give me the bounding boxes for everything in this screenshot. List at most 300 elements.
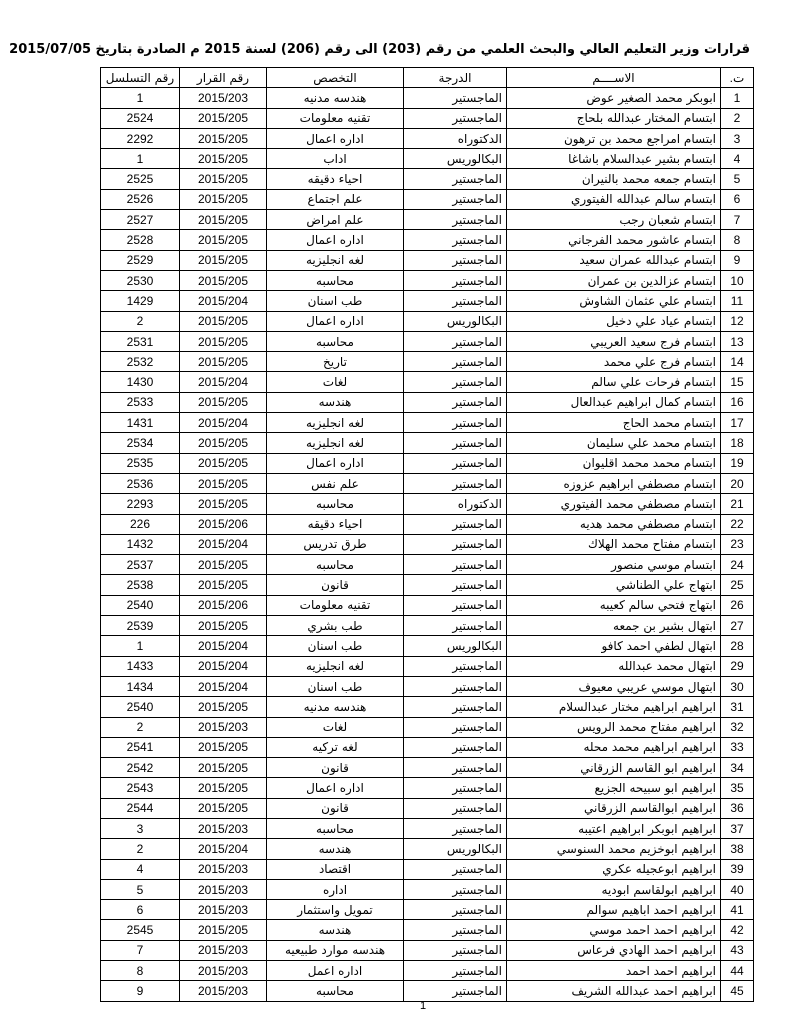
cell-specialization: محاسبه: [267, 270, 404, 290]
table-row: [101, 291, 754, 311]
table-row: [101, 372, 754, 392]
cell-specialization: علم اجتماع: [267, 189, 404, 209]
table-row: [101, 697, 754, 717]
cell-name: ابتسام عاشور محمد الفرجاني: [507, 230, 721, 250]
cell-degree: الماجستير: [404, 595, 507, 615]
cell-decision: 2015/205: [180, 311, 267, 331]
cell-serial: 4: [101, 859, 180, 879]
cell-serial: 2539: [101, 616, 180, 636]
table-row: [101, 961, 754, 981]
cell-degree: الماجستير: [404, 920, 507, 940]
cell-name: ابتسام مصطفي ابراهيم عزوزه: [507, 473, 721, 493]
cell-name: ابراهيم ابو القاسم الزرقاني: [507, 758, 721, 778]
cell-decision: 2015/203: [180, 940, 267, 960]
cell-specialization: قانون: [267, 575, 404, 595]
cell-specialization: اداره اعمال: [267, 453, 404, 473]
cell-decision: 2015/205: [180, 331, 267, 351]
cell-degree: الماجستير: [404, 616, 507, 636]
cell-decision: 2015/203: [180, 818, 267, 838]
cell-specialization: لغات: [267, 372, 404, 392]
cell-serial: 2543: [101, 778, 180, 798]
cell-degree: الماجستير: [404, 818, 507, 838]
table-row: [101, 717, 754, 737]
table-row: [101, 189, 754, 209]
table-row: [101, 920, 754, 940]
cell-name: ابراهيم ابو سبيحه الجزيع: [507, 778, 721, 798]
cell-serial: 2293: [101, 494, 180, 514]
cell-serial: 7: [101, 940, 180, 960]
cell-serial: 1429: [101, 291, 180, 311]
cell-seq: 19: [721, 453, 754, 473]
cell-decision: 2015/205: [180, 230, 267, 250]
cell-name: ابتسام امراجع محمد بن ترهون: [507, 128, 721, 148]
cell-seq: 17: [721, 413, 754, 433]
table-row: [101, 169, 754, 189]
cell-degree: الماجستير: [404, 88, 507, 108]
cell-decision: 2015/206: [180, 595, 267, 615]
table-row: [101, 676, 754, 696]
cell-decision: 2015/205: [180, 149, 267, 169]
cell-decision: 2015/204: [180, 656, 267, 676]
cell-seq: 24: [721, 555, 754, 575]
cell-decision: 2015/205: [180, 920, 267, 940]
cell-specialization: اداره اعمل: [267, 961, 404, 981]
table-header-row: [101, 68, 754, 88]
cell-decision: 2015/205: [180, 798, 267, 818]
cell-serial: 1433: [101, 656, 180, 676]
table-row: [101, 413, 754, 433]
cell-seq: 23: [721, 534, 754, 554]
table-row: [101, 555, 754, 575]
cell-decision: 2015/205: [180, 494, 267, 514]
table-row: [101, 798, 754, 818]
document-title: قرارات وزير التعليم العالي والبحث العلمي من رقم (203) الى رقم (206) لسنة 2015 م الصادرة بتاريخ 2015/07/05: [9, 42, 750, 57]
cell-decision: 2015/203: [180, 859, 267, 879]
cell-serial: 1431: [101, 413, 180, 433]
cell-degree: الماجستير: [404, 372, 507, 392]
cell-seq: 37: [721, 818, 754, 838]
cell-degree: البكالوريس: [404, 149, 507, 169]
cell-name: ابتهاج فتحي سالم كعيبه: [507, 595, 721, 615]
cell-name: ابراهيم احمد احمد: [507, 961, 721, 981]
cell-degree: الماجستير: [404, 900, 507, 920]
cell-name: ابراهيم ابولقاسم ابوديه: [507, 879, 721, 899]
cell-serial: 2542: [101, 758, 180, 778]
cell-seq: 11: [721, 291, 754, 311]
cell-serial: 1430: [101, 372, 180, 392]
cell-name: ابتسام كمال ابراهيم عبدالعال: [507, 392, 721, 412]
cell-decision: 2015/205: [180, 169, 267, 189]
cell-name: ابتسام مصطفي محمد هديه: [507, 514, 721, 534]
cell-specialization: طب اسنان: [267, 291, 404, 311]
table-row: [101, 108, 754, 128]
cell-name: ابتسام محمد محمد اقليوان: [507, 453, 721, 473]
cell-serial: 2544: [101, 798, 180, 818]
cell-decision: 2015/203: [180, 717, 267, 737]
cell-degree: الماجستير: [404, 169, 507, 189]
cell-name: ابتسام موسي منصور: [507, 555, 721, 575]
table-row: [101, 737, 754, 757]
cell-seq: 35: [721, 778, 754, 798]
cell-seq: 16: [721, 392, 754, 412]
cell-serial: 2536: [101, 473, 180, 493]
cell-name: ابتهال محمد عبدالله: [507, 656, 721, 676]
cell-specialization: اداره اعمال: [267, 128, 404, 148]
cell-decision: 2015/204: [180, 291, 267, 311]
cell-serial: 2540: [101, 595, 180, 615]
cell-name: ابراهيم ابراهيم محمد محله: [507, 737, 721, 757]
cell-serial: 2: [101, 717, 180, 737]
cell-degree: الماجستير: [404, 433, 507, 453]
cell-serial: 2529: [101, 250, 180, 270]
page-number: 1: [420, 1000, 427, 1012]
cell-specialization: طب اسنان: [267, 676, 404, 696]
cell-specialization: هندسه موارد طبيعيه: [267, 940, 404, 960]
cell-name: ابراهيم ابراهيم مختار عبدالسلام: [507, 697, 721, 717]
cell-name: ابتسام فرج علي محمد: [507, 352, 721, 372]
cell-serial: 2: [101, 311, 180, 331]
cell-seq: 34: [721, 758, 754, 778]
cell-decision: 2015/204: [180, 534, 267, 554]
cell-decision: 2015/203: [180, 981, 267, 1001]
cell-degree: الدكتوراه: [404, 128, 507, 148]
cell-seq: 20: [721, 473, 754, 493]
cell-serial: 9: [101, 981, 180, 1001]
cell-specialization: محاسبه: [267, 818, 404, 838]
cell-name: ابتسام محمد علي سليمان: [507, 433, 721, 453]
cell-name: ابراهيم مفتاح محمد الرويس: [507, 717, 721, 737]
cell-seq: 21: [721, 494, 754, 514]
cell-specialization: لغه تركيه: [267, 737, 404, 757]
cell-serial: 2525: [101, 169, 180, 189]
cell-specialization: طب اسنان: [267, 636, 404, 656]
cell-serial: 5: [101, 879, 180, 899]
cell-degree: الماجستير: [404, 413, 507, 433]
header-specialization: التخصص: [267, 68, 404, 88]
cell-seq: 12: [721, 311, 754, 331]
table-row: [101, 879, 754, 899]
cell-degree: الماجستير: [404, 859, 507, 879]
cell-degree: الماجستير: [404, 291, 507, 311]
cell-decision: 2015/205: [180, 433, 267, 453]
cell-degree: الماجستير: [404, 879, 507, 899]
cell-seq: 8: [721, 230, 754, 250]
cell-serial: 2538: [101, 575, 180, 595]
cell-serial: 2535: [101, 453, 180, 473]
cell-seq: 3: [721, 128, 754, 148]
cell-specialization: لغات: [267, 717, 404, 737]
cell-seq: 22: [721, 514, 754, 534]
cell-decision: 2015/204: [180, 636, 267, 656]
cell-decision: 2015/203: [180, 88, 267, 108]
cell-name: ابراهيم احمد اباهيم سوالم: [507, 900, 721, 920]
cell-specialization: هندسه مدنيه: [267, 697, 404, 717]
cell-seq: 32: [721, 717, 754, 737]
cell-degree: الماجستير: [404, 473, 507, 493]
table-row: [101, 331, 754, 351]
cell-decision: 2015/205: [180, 778, 267, 798]
cell-degree: الماجستير: [404, 961, 507, 981]
cell-specialization: طرق تدريس: [267, 534, 404, 554]
cell-decision: 2015/205: [180, 210, 267, 230]
cell-seq: 41: [721, 900, 754, 920]
cell-seq: 6: [721, 189, 754, 209]
cell-specialization: اداره اعمال: [267, 311, 404, 331]
cell-decision: 2015/204: [180, 413, 267, 433]
cell-decision: 2015/203: [180, 900, 267, 920]
cell-decision: 2015/203: [180, 961, 267, 981]
cell-name: ابتسام شعبان رجب: [507, 210, 721, 230]
cell-specialization: علم امراض: [267, 210, 404, 230]
cell-specialization: هندسه: [267, 392, 404, 412]
cell-name: ابتهال بشير بن جمعه: [507, 616, 721, 636]
cell-decision: 2015/205: [180, 250, 267, 270]
table-row: [101, 210, 754, 230]
cell-decision: 2015/205: [180, 737, 267, 757]
cell-seq: 39: [721, 859, 754, 879]
table-row: [101, 818, 754, 838]
cell-serial: 2533: [101, 392, 180, 412]
cell-seq: 5: [721, 169, 754, 189]
cell-decision: 2015/206: [180, 514, 267, 534]
cell-name: ابتهاج علي الطناشي: [507, 575, 721, 595]
cell-seq: 2: [721, 108, 754, 128]
table-row: [101, 859, 754, 879]
table-row: [101, 616, 754, 636]
cell-degree: الماجستير: [404, 352, 507, 372]
cell-degree: الماجستير: [404, 717, 507, 737]
header-seq: ت.: [721, 68, 754, 88]
cell-specialization: محاسبه: [267, 494, 404, 514]
cell-seq: 25: [721, 575, 754, 595]
cell-decision: 2015/205: [180, 473, 267, 493]
table-row: [101, 636, 754, 656]
table-row: [101, 149, 754, 169]
cell-seq: 1: [721, 88, 754, 108]
table-row: [101, 778, 754, 798]
cell-specialization: لغه انجليزيه: [267, 413, 404, 433]
cell-seq: 14: [721, 352, 754, 372]
table-row: [101, 595, 754, 615]
cell-name: ابراهيم ابوعجيله عكري: [507, 859, 721, 879]
table-row: [101, 940, 754, 960]
cell-decision: 2015/205: [180, 128, 267, 148]
table-row: [101, 453, 754, 473]
cell-name: ابتهال موسي عريبي معيوف: [507, 676, 721, 696]
table-row: [101, 128, 754, 148]
cell-specialization: احياء دقيقه: [267, 514, 404, 534]
header-degree: الدرجة: [404, 68, 507, 88]
cell-degree: الماجستير: [404, 737, 507, 757]
cell-seq: 27: [721, 616, 754, 636]
cell-degree: الماجستير: [404, 676, 507, 696]
cell-name: ابراهيم ابوالقاسم الزرقاني: [507, 798, 721, 818]
cell-degree: الدكتوراه: [404, 494, 507, 514]
cell-serial: 2531: [101, 331, 180, 351]
cell-seq: 10: [721, 270, 754, 290]
cell-specialization: علم نفس: [267, 473, 404, 493]
cell-decision: 2015/205: [180, 392, 267, 412]
table-row: [101, 473, 754, 493]
cell-seq: 31: [721, 697, 754, 717]
cell-specialization: اداب: [267, 149, 404, 169]
cell-serial: 1: [101, 88, 180, 108]
cell-serial: 2530: [101, 270, 180, 290]
cell-name: ابتسام محمد الحاج: [507, 413, 721, 433]
table-row: [101, 981, 754, 1001]
cell-decision: 2015/205: [180, 616, 267, 636]
cell-specialization: احياء دقيقه: [267, 169, 404, 189]
cell-degree: الماجستير: [404, 230, 507, 250]
cell-serial: 2527: [101, 210, 180, 230]
cell-serial: 1432: [101, 534, 180, 554]
cell-serial: 2545: [101, 920, 180, 940]
header-name: الاســــم: [507, 68, 721, 88]
cell-decision: 2015/204: [180, 676, 267, 696]
cell-degree: الماجستير: [404, 575, 507, 595]
cell-decision: 2015/204: [180, 839, 267, 859]
cell-seq: 29: [721, 656, 754, 676]
cell-seq: 4: [721, 149, 754, 169]
cell-degree: الماجستير: [404, 392, 507, 412]
cell-decision: 2015/205: [180, 697, 267, 717]
cell-specialization: هندسه: [267, 839, 404, 859]
cell-name: ابتسام عياد علي دخيل: [507, 311, 721, 331]
cell-name: ابتسام سالم عبدالله الفيتوري: [507, 189, 721, 209]
cell-seq: 43: [721, 940, 754, 960]
cell-serial: 2534: [101, 433, 180, 453]
records-table: [100, 67, 754, 1002]
cell-specialization: طب بشري: [267, 616, 404, 636]
cell-seq: 33: [721, 737, 754, 757]
table-row: [101, 900, 754, 920]
cell-decision: 2015/205: [180, 453, 267, 473]
cell-degree: الماجستير: [404, 210, 507, 230]
cell-seq: 13: [721, 331, 754, 351]
cell-degree: الماجستير: [404, 940, 507, 960]
cell-serial: 1: [101, 149, 180, 169]
cell-serial: 2532: [101, 352, 180, 372]
cell-serial: 2541: [101, 737, 180, 757]
table-row: [101, 311, 754, 331]
cell-degree: البكالوريس: [404, 839, 507, 859]
cell-name: ابتسام عزالدين بن عمران: [507, 270, 721, 290]
table-row: [101, 433, 754, 453]
cell-degree: الماجستير: [404, 758, 507, 778]
cell-name: ابوبكر محمد الصغير عوض: [507, 88, 721, 108]
cell-seq: 36: [721, 798, 754, 818]
cell-specialization: لغه انجليزيه: [267, 656, 404, 676]
cell-degree: الماجستير: [404, 656, 507, 676]
cell-decision: 2015/205: [180, 758, 267, 778]
cell-degree: الماجستير: [404, 108, 507, 128]
table-row: [101, 270, 754, 290]
cell-seq: 18: [721, 433, 754, 453]
cell-degree: الماجستير: [404, 514, 507, 534]
cell-name: ابتسام مفتاح محمد الهلاك: [507, 534, 721, 554]
cell-specialization: قانون: [267, 798, 404, 818]
cell-decision: 2015/205: [180, 108, 267, 128]
cell-serial: 8: [101, 961, 180, 981]
cell-serial: 2540: [101, 697, 180, 717]
cell-name: ابتسام المختار عبدالله بلحاج: [507, 108, 721, 128]
table-row: [101, 230, 754, 250]
cell-degree: الماجستير: [404, 697, 507, 717]
cell-serial: 6: [101, 900, 180, 920]
cell-decision: 2015/205: [180, 352, 267, 372]
cell-name: ابراهيم ابوخزيم محمد السنوسي: [507, 839, 721, 859]
cell-seq: 15: [721, 372, 754, 392]
cell-degree: الماجستير: [404, 453, 507, 473]
cell-degree: الماجستير: [404, 981, 507, 1001]
cell-decision: 2015/204: [180, 372, 267, 392]
cell-degree: الماجستير: [404, 270, 507, 290]
cell-specialization: اداره اعمال: [267, 778, 404, 798]
cell-degree: البكالوريس: [404, 311, 507, 331]
cell-specialization: محاسبه: [267, 981, 404, 1001]
cell-specialization: اداره اعمال: [267, 230, 404, 250]
table-row: [101, 839, 754, 859]
cell-decision: 2015/203: [180, 879, 267, 899]
cell-seq: 7: [721, 210, 754, 230]
cell-serial: 1434: [101, 676, 180, 696]
cell-name: ابتسام عبدالله عمران سعيد: [507, 250, 721, 270]
cell-degree: الماجستير: [404, 534, 507, 554]
cell-name: ابراهيم احمد احمد موسي: [507, 920, 721, 940]
cell-specialization: هندسه: [267, 920, 404, 940]
cell-name: ابتسام علي عثمان الشاوش: [507, 291, 721, 311]
table-row: [101, 250, 754, 270]
table-row: [101, 758, 754, 778]
cell-degree: البكالوريس: [404, 636, 507, 656]
cell-name: ابراهيم احمد عبدالله الشريف: [507, 981, 721, 1001]
cell-decision: 2015/205: [180, 270, 267, 290]
cell-specialization: محاسبه: [267, 555, 404, 575]
cell-degree: الماجستير: [404, 778, 507, 798]
cell-specialization: لغه انجليزيه: [267, 433, 404, 453]
cell-serial: 2: [101, 839, 180, 859]
cell-degree: الماجستير: [404, 331, 507, 351]
cell-serial: 2526: [101, 189, 180, 209]
cell-degree: الماجستير: [404, 555, 507, 575]
header-decision: رقم القرار: [180, 68, 267, 88]
cell-seq: 9: [721, 250, 754, 270]
cell-serial: 2537: [101, 555, 180, 575]
cell-degree: الماجستير: [404, 189, 507, 209]
table-row: [101, 514, 754, 534]
cell-serial: 226: [101, 514, 180, 534]
cell-seq: 30: [721, 676, 754, 696]
cell-serial: 2528: [101, 230, 180, 250]
cell-specialization: هندسه مدنيه: [267, 88, 404, 108]
cell-seq: 38: [721, 839, 754, 859]
table-row: [101, 575, 754, 595]
cell-specialization: قانون: [267, 758, 404, 778]
cell-name: ابتهال لطفي احمد كافو: [507, 636, 721, 656]
cell-name: ابتسام مصطفي محمد الفيتوري: [507, 494, 721, 514]
table-row: [101, 534, 754, 554]
cell-serial: 2524: [101, 108, 180, 128]
cell-degree: الماجستير: [404, 798, 507, 818]
cell-serial: 2292: [101, 128, 180, 148]
cell-seq: 44: [721, 961, 754, 981]
table-row: [101, 392, 754, 412]
cell-name: ابراهيم احمد الهادي فرعاس: [507, 940, 721, 960]
cell-specialization: اداره: [267, 879, 404, 899]
cell-serial: 3: [101, 818, 180, 838]
cell-specialization: لغه انجليزيه: [267, 250, 404, 270]
cell-decision: 2015/205: [180, 575, 267, 595]
